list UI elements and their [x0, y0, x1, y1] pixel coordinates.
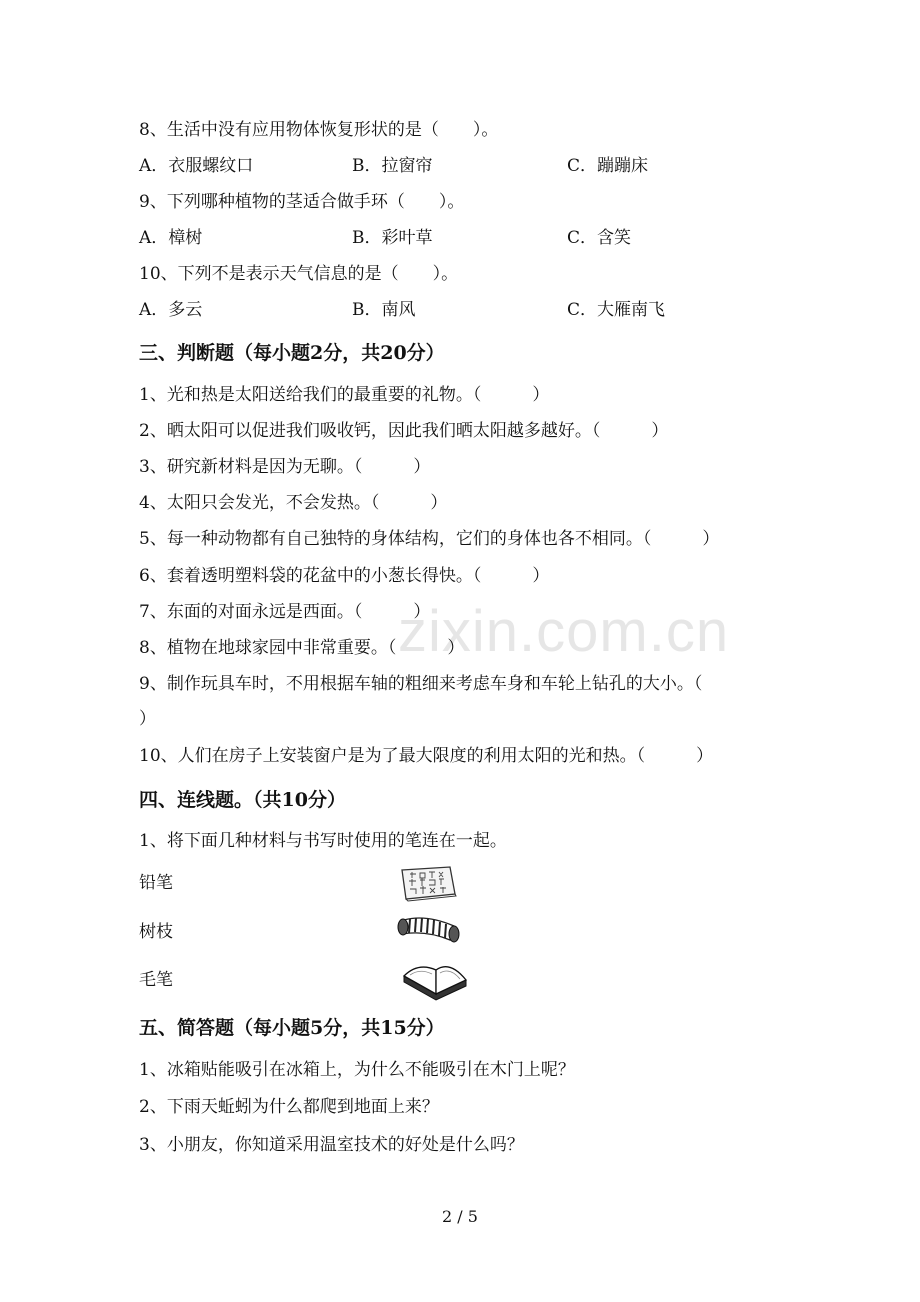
question-10-option-b: B．南风: [352, 300, 416, 320]
question-9-stem: 9、下列哪种植物的茎适合做手环（ ）。: [139, 192, 465, 212]
judgment-item: 3、研究新材料是因为无聊。（ ）: [139, 457, 431, 477]
question-8-stem: 8、生活中没有应用物体恢复形状的是（ ）。: [139, 120, 499, 140]
short-answer-item: 1、冰箱贴能吸引在冰箱上，为什么不能吸引在木门上呢？: [139, 1060, 575, 1080]
question-10-option-c: C．大雁南飞: [567, 300, 666, 320]
judgment-item: 10、人们在房子上安装窗户是为了最大限度的利用太阳的光和热。（ ）: [139, 746, 714, 766]
matching-question: 1、将下面几种材料与书写时使用的笔连在一起。: [139, 831, 507, 851]
judgment-item: 8、植物在地球家园中非常重要。（ ）: [139, 638, 465, 658]
matching-left-item: 毛笔: [139, 970, 173, 990]
judgment-item: 1、光和热是太阳送给我们的最重要的礼物。（ ）: [139, 385, 550, 405]
question-10-stem: 10、下列不是表示天气信息的是（ ）。: [139, 264, 459, 284]
watermark: zixin.com.cn: [398, 599, 730, 664]
question-8-option-b: B．拉窗帘: [352, 156, 433, 176]
question-10-option-a: A．多云: [139, 300, 203, 320]
judgment-item-continuation: ）: [139, 709, 156, 729]
short-answer-item: 2、下雨天蚯蚓为什么都爬到地面上来？: [139, 1097, 439, 1117]
judgment-item: 4、太阳只会发光，不会发热。（ ）: [139, 493, 448, 513]
section-3-title: 三、判断题（每小题2分，共20分）: [139, 342, 445, 364]
stone-tablet-icon: [398, 864, 458, 902]
judgment-item: 2、晒太阳可以促进我们吸收钙，因此我们晒太阳越多越好。（ ）: [139, 421, 669, 441]
question-8-option-c: C．蹦蹦床: [567, 156, 649, 176]
section-4-title: 四、连线题。（共10分）: [139, 789, 346, 811]
matching-left-item: 铅笔: [139, 873, 173, 893]
short-answer-item: 3、小朋友，你知道采用温室技术的好处是什么吗？: [139, 1135, 524, 1155]
open-book-icon: [400, 956, 470, 1002]
page-number: 2 / 5: [442, 1207, 478, 1226]
judgment-item: 5、每一种动物都有自己独特的身体结构，它们的身体也各不相同。（ ）: [139, 529, 720, 549]
judgment-item: 9、制作玩具车时，不用根据车轴的粗细来考虑车身和车轮上钻孔的大小。（: [139, 674, 703, 694]
judgment-item: 7、东面的对面永远是西面。（ ）: [139, 602, 431, 622]
section-5-title: 五、简答题（每小题5分，共15分）: [139, 1017, 445, 1039]
question-8-option-a: A．衣服螺纹口: [139, 156, 254, 176]
matching-left-item: 树枝: [139, 922, 173, 942]
question-9-option-a: A．樟树: [139, 228, 203, 248]
judgment-item: 6、套着透明塑料袋的花盆中的小葱长得快。（ ）: [139, 566, 550, 586]
question-9-option-b: B．彩叶草: [352, 228, 433, 248]
bamboo-scroll-icon: [396, 912, 462, 946]
question-9-option-c: C．含笑: [567, 228, 632, 248]
